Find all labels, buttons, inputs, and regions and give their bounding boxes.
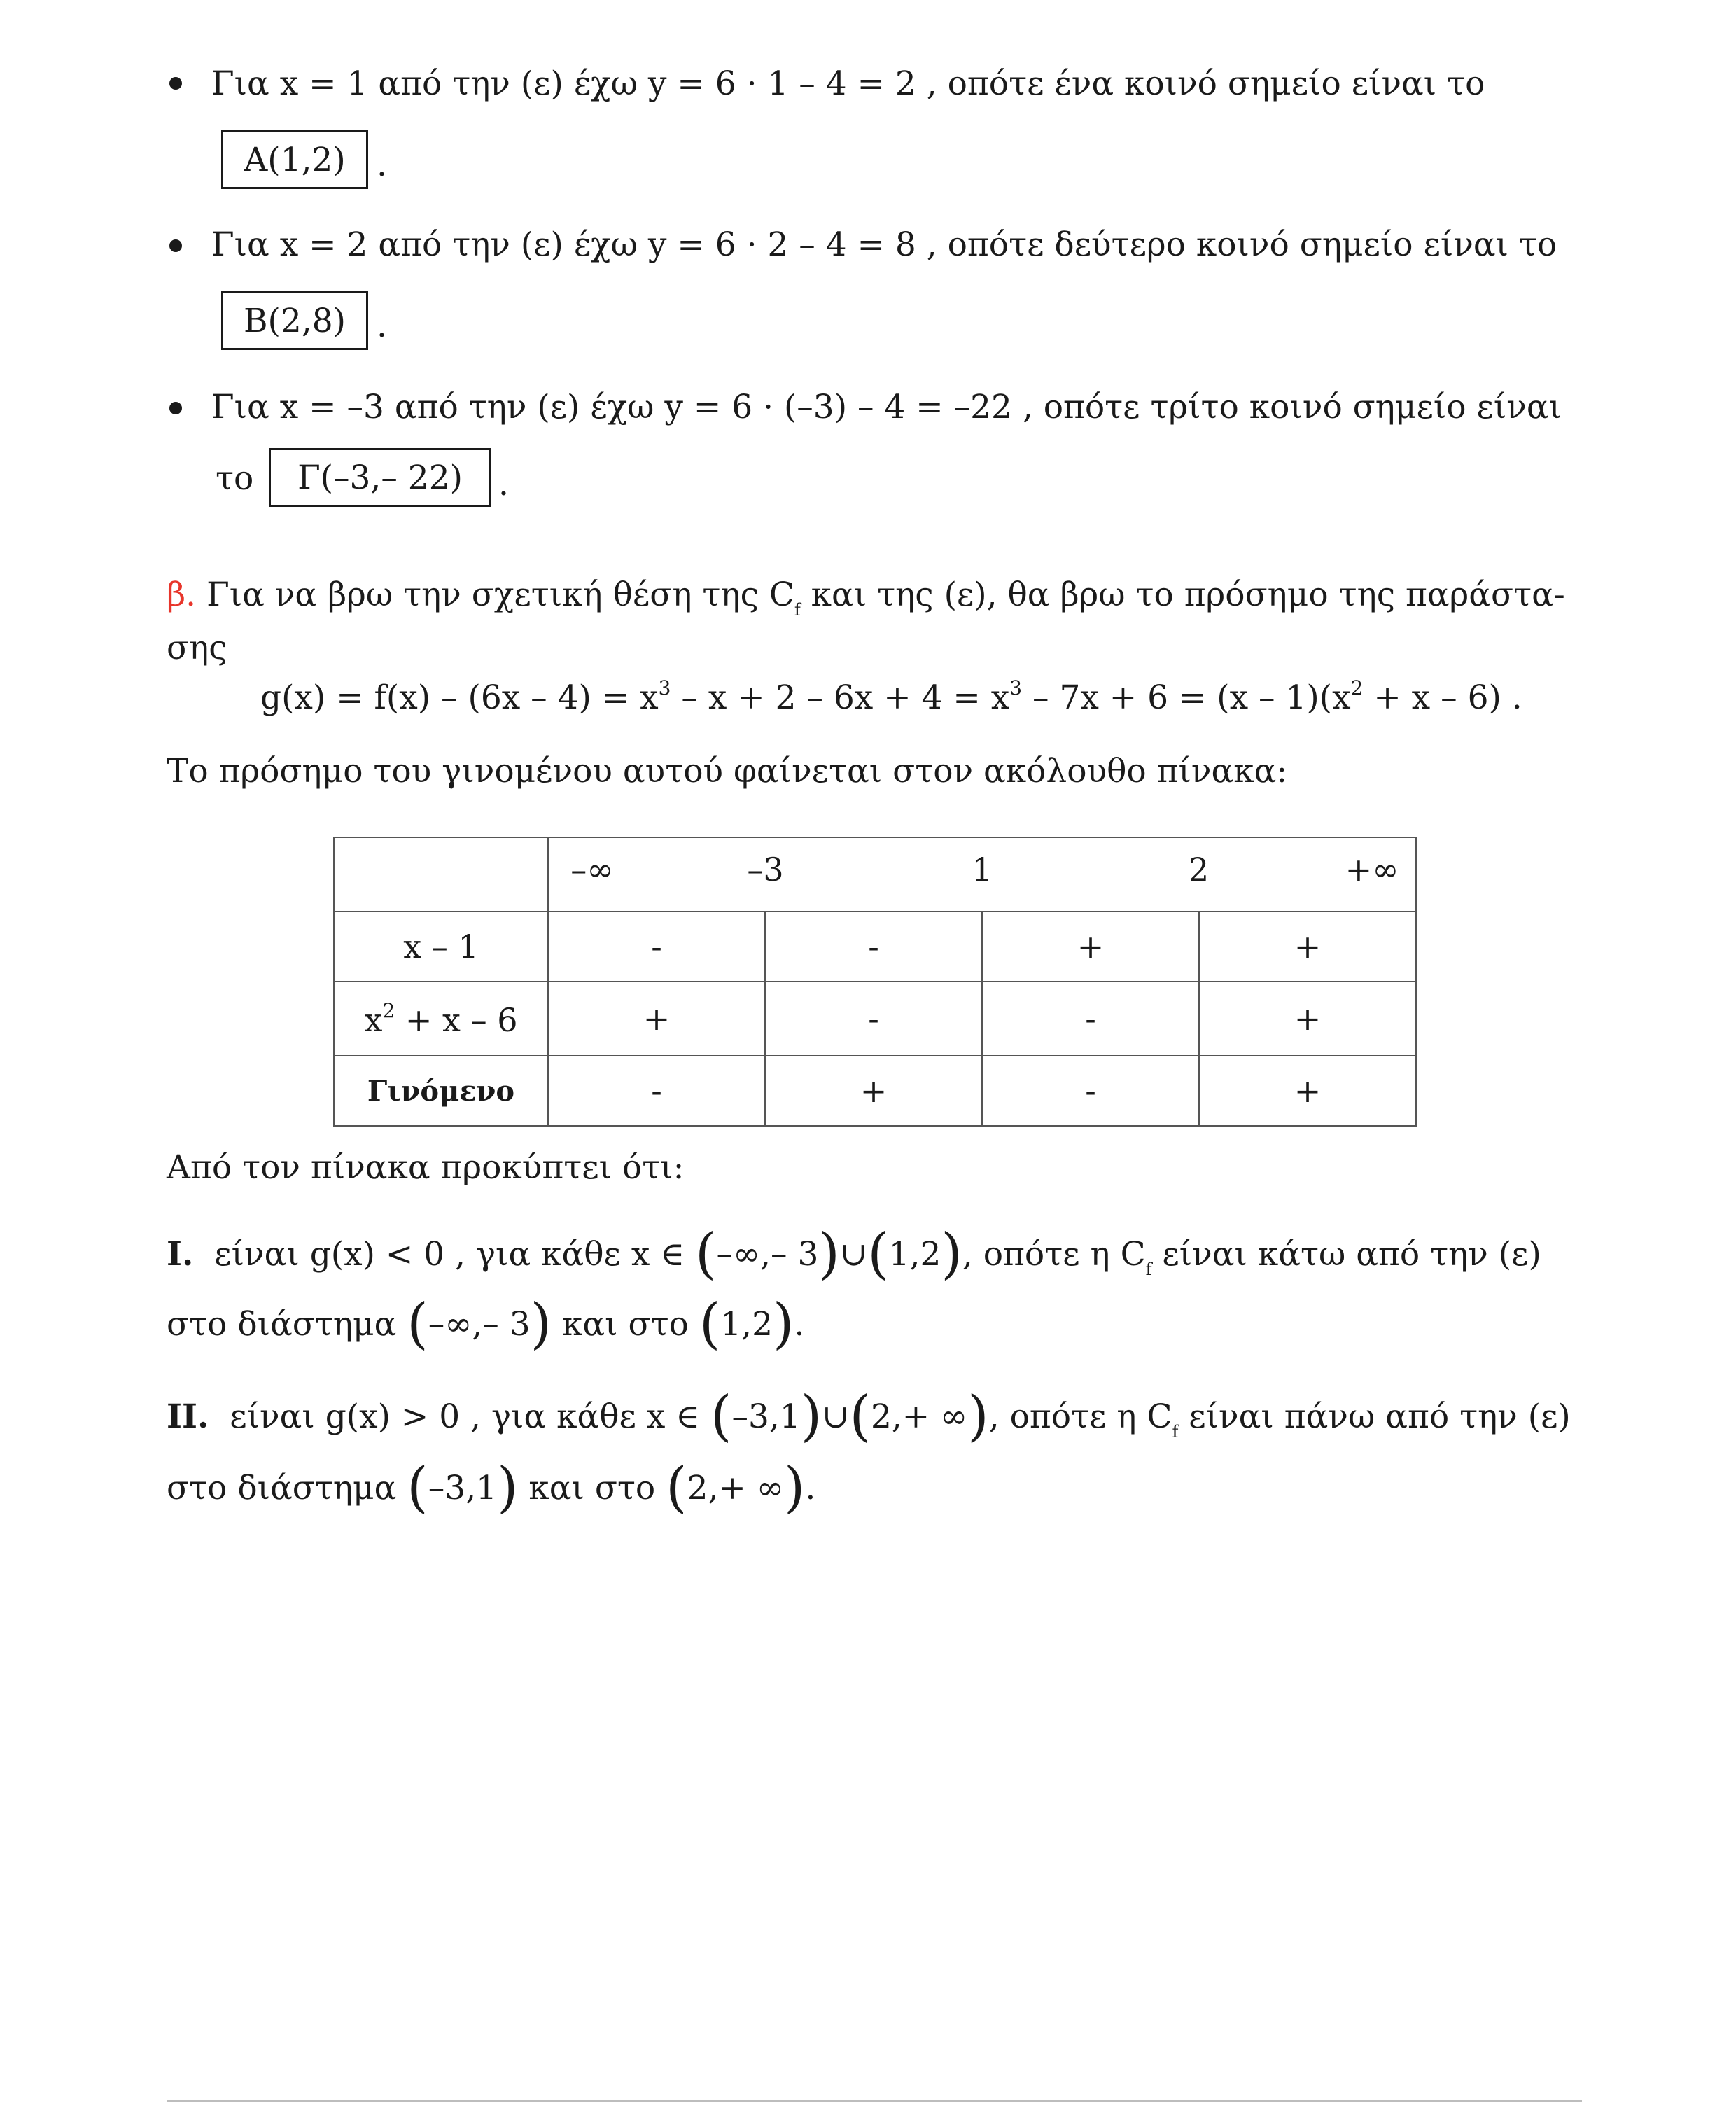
sign-cell: - [982,1056,1199,1126]
bullet-3-text: Για x = –3 από την (ε) έχω y = 6 · (–3) – 4 = –22 , οπότε τρίτο κοινό σημείο είναι [211,388,1562,426]
header-value: +∞ [1345,851,1399,888]
bullet-3-period: . [498,465,509,503]
bullet-2-period: . [377,307,387,345]
point-b-label: B(2,8) [244,301,346,340]
bullet-3-prefix: το [216,459,254,498]
sign-cell: + [982,912,1199,982]
table-row [334,982,1416,1056]
table-row [334,912,1416,982]
header-value: 1 [972,851,993,888]
point-gamma-label: Γ(–3,– 22) [298,458,463,497]
row-label: x – 1 [334,912,548,982]
row-label: Γινόμενο [334,1056,548,1126]
point-a-label: A(1,2) [244,140,346,179]
bullet-1-text: Για x = 1 από την (ε) έχω y = 6 · 1 – 4 = 2 , οπότε ένα κοινό σημείο είναι το [211,64,1485,103]
conclusion-1-line-1: I. είναι g(x) < 0 , για κάθε x ∈ (–∞,– 3)∪(1,2), οπότε η $C_f$ είναι κάτω από την (ε) [167,1222,1541,1285]
conclusion-intro: Από τον πίνακα προκύπτει ότι: [167,1148,685,1187]
g-equation: $g(x) = f(x) - (6x - 4) = x^3 - x + 2 - 6x + 4 = x^3 - 7x + 6 = (x - 1)(x^2 + x - 6)$ . [260,676,1522,717]
sign-cell: + [548,982,765,1056]
header-value: 2 [1188,851,1210,888]
point-b-box [221,291,368,350]
sign-cell: - [765,982,982,1056]
bullet-icon [169,402,182,414]
sign-cell: + [765,1056,982,1126]
bullet-icon [169,239,182,252]
conclusion-1-line-2: στο διάστημα (–∞,– 3) και στο (1,2). [167,1292,805,1355]
beta-paragraph [167,576,1565,620]
bullet-1-period: . [377,146,387,184]
sign-cell: - [765,912,982,982]
cf-subscript: f [794,600,801,620]
bullet-icon [169,77,182,90]
header-value: –3 [747,851,784,888]
conclusion-2-line-1: II. είναι g(x) > 0 , για κάθε x ∈ (–3,1)∪(2,+ ∞), οπότε η $C_f$ είναι πάνω από την (ε) [167,1385,1571,1448]
sign-cell: + [1199,1056,1416,1126]
beta-text-before: Για να βρω την σχετική θέση της C [206,576,794,614]
sign-table-header [334,837,1416,912]
footer-divider [167,2100,1582,2102]
conclusion-2-line-2: στο διάστημα (–3,1) και στο (2,+ ∞). [167,1456,816,1519]
header-values-cell [548,837,1416,912]
sign-table [333,837,1417,1127]
beta-line-2: σης [167,629,227,667]
sign-cell: - [982,982,1199,1056]
bullet-2-text: Για x = 2 από την (ε) έχω y = 6 · 2 – 4 = 8 , οπότε δεύτερο κοινό σημείο είναι το [211,225,1558,264]
beta-text-after: και της (ε), θα βρω το πρόσημο της παράστα- [800,576,1565,614]
row-label: $x^2 + x - 6$ [334,982,548,1056]
sign-cell: + [1199,912,1416,982]
point-gamma-box [269,448,491,507]
table-row [334,1056,1416,1126]
point-a-box [221,130,368,189]
header-value: –∞ [570,851,614,888]
beta-label: β. [167,576,197,614]
sign-cell: - [548,1056,765,1126]
sign-cell: + [1199,982,1416,1056]
table-intro: Το πρόσημο του γινομένου αυτού φαίνεται στον ακόλουθο πίνακα: [167,752,1288,790]
header-empty-cell [334,837,548,912]
sign-cell: - [548,912,765,982]
